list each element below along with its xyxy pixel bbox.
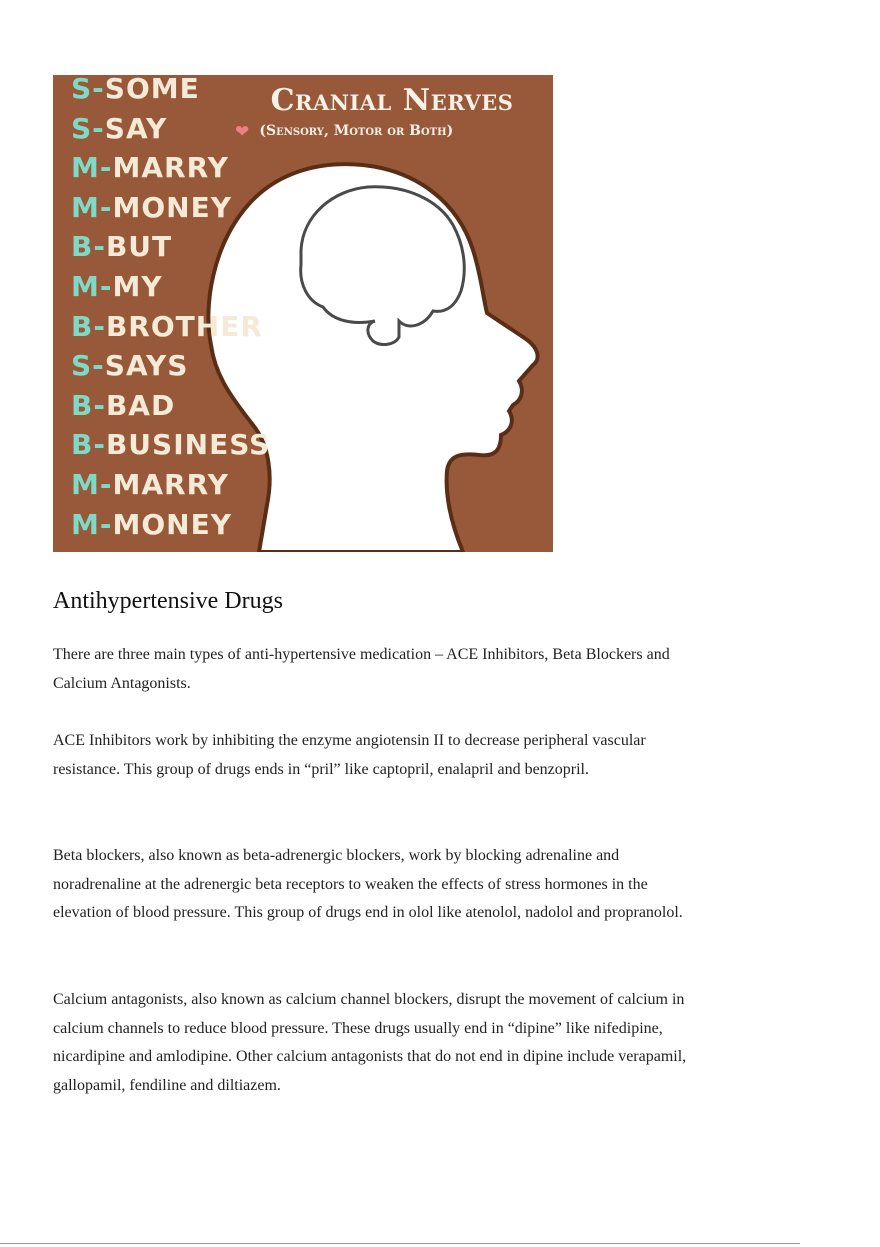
mnemonic-item (71, 267, 270, 307)
mnemonic-word: MY (112, 269, 163, 303)
mnemonic-letter: M- (71, 269, 113, 303)
mnemonic-word: BUSINESS (105, 428, 271, 462)
mnemonic-item (71, 505, 270, 545)
mnemonic-letter: S- (71, 75, 105, 105)
mnemonic-letter: B- (71, 388, 106, 422)
mnemonic-word: BROTHER (105, 309, 263, 343)
mnemonic-word: MONEY (112, 190, 232, 224)
mnemonic-item (71, 307, 270, 347)
mnemonic-word: SAYS (104, 349, 189, 383)
paragraph-ace-inhibitors: ACE Inhibitors work by inhibiting the enzyme angiotensin II to decrease peripheral vascular resistance. This group of drugs ends in “pril” like captopril, enalapril and benzopril. (53, 732, 646, 778)
mnemonic-word: MARRY (112, 151, 229, 185)
mnemonic-item (71, 346, 270, 386)
mnemonic-letter: B- (71, 309, 106, 343)
mnemonic-item (71, 227, 270, 267)
mnemonic-letter: M- (71, 467, 113, 501)
mnemonic-letter: B- (71, 230, 106, 264)
mnemonic-letter: M- (71, 190, 113, 224)
mnemonic-letter: M- (71, 507, 113, 541)
mnemonic-word: MARRY (112, 467, 229, 501)
figure-title: Cranial Nerves (270, 83, 514, 118)
page-divider (0, 1243, 800, 1244)
figure-subtitle-text: (Sensory, Motor or Both) (259, 123, 454, 139)
mnemonic-word: SAY (104, 111, 168, 145)
mnemonic-letter: S- (71, 349, 105, 383)
cranial-nerves-figure (53, 75, 553, 552)
section-title: Antihypertensive Drugs (53, 588, 283, 614)
paragraph-overview: There are three main types of anti-hypertensive medication – ACE Inhibitors, Beta Blockers and Calcium Antagonists. (53, 646, 670, 692)
paragraph-calcium-antagonists: Calcium antagonists, also known as calcium channel blockers, disrupt the movement of calcium in calcium channels to reduce blood pressure. These drugs usually end in “dipine” like nifedipine, nicardipine and amlodipine. Other calcium antagonists that do not end in dipine include verapamil, gallopamil, fendiline and diltiazem. (53, 991, 687, 1095)
mnemonic-item (71, 386, 270, 426)
mnemonic-letter: B- (71, 428, 106, 462)
mnemonic-item (71, 465, 270, 505)
mnemonic-list (71, 75, 270, 544)
mnemonic-letter: M- (71, 151, 113, 185)
mnemonic-letter: S- (71, 111, 105, 145)
figure-subtitle (235, 123, 453, 139)
mnemonic-item (71, 425, 270, 465)
heart-icon: ❤ (235, 122, 250, 141)
mnemonic-item (71, 188, 270, 228)
mnemonic-word: BAD (105, 388, 176, 422)
mnemonic-word: BUT (105, 230, 173, 264)
mnemonic-item (71, 148, 270, 188)
mnemonic-word: SOME (104, 75, 200, 105)
mnemonic-word: MONEY (112, 507, 232, 541)
paragraph-beta-blockers: Beta blockers, also known as beta-adrenergic blockers, work by blocking adrenaline and noradrenaline at the adrenergic beta receptors to weaken the effects of stress hormones in the elevation of blood pressure. This group of drugs end in olol like atenolol, nadolol and propranolol. (53, 847, 683, 922)
